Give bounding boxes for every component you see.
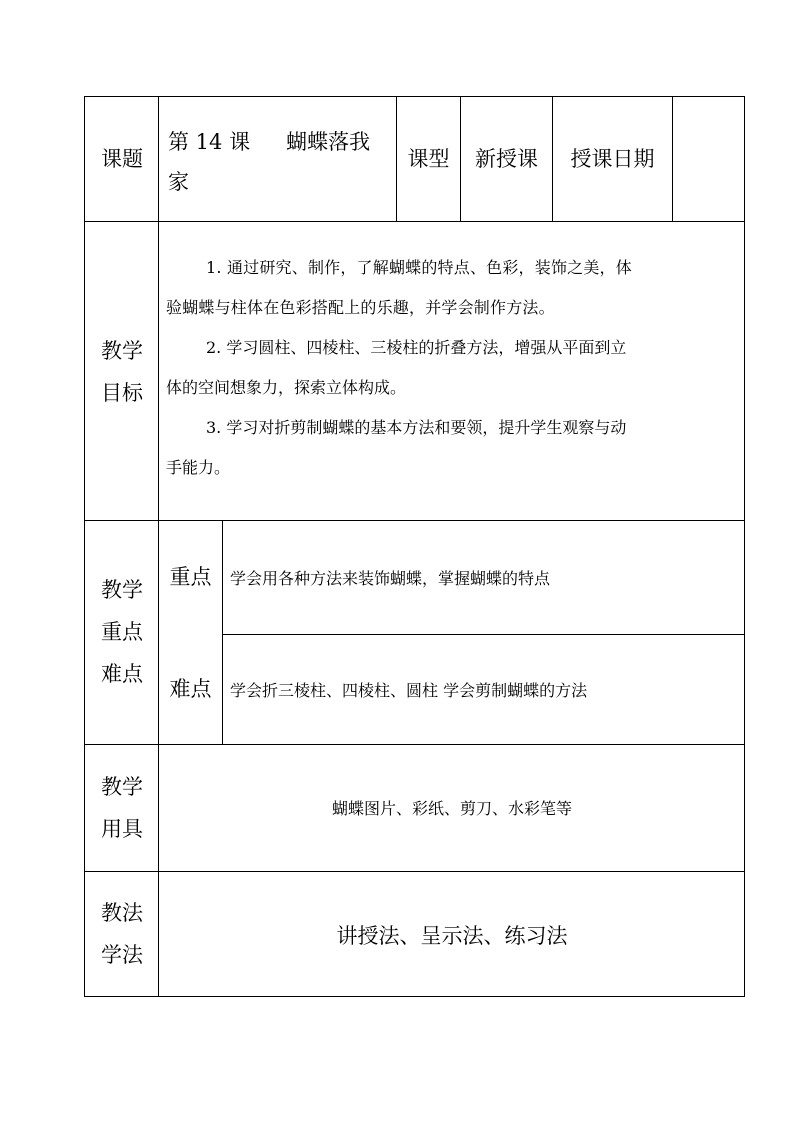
key-difficult-label: 教学 重点 难点	[101, 578, 143, 686]
lesson-type-label: 课型	[407, 147, 450, 171]
table-divider	[158, 96, 159, 997]
tools-text: 蝴蝶图片、彩纸、剪刀、水彩笔等	[331, 799, 572, 818]
lesson-number: 第 14 课	[168, 130, 251, 154]
lesson-title-label: 课题	[101, 147, 143, 171]
key-point-label: 重点	[169, 565, 212, 589]
objective-item: 1. 通过研究、制作，了解蝴蝶的特点、色彩，装饰之美，体 验蝴蝶与柱体在色彩搭配上的乐趣，并学会制作方法。	[166, 258, 632, 317]
methods-text: 讲授法、呈示法、练习法	[336, 924, 568, 948]
lesson-name-part2: 家	[168, 170, 189, 194]
table-divider	[84, 520, 745, 521]
table-divider	[84, 744, 745, 745]
lesson-date-label: 授课日期	[570, 147, 655, 171]
difficult-point-text: 学会折三棱柱、四棱柱、圆柱 学会剪制蝴蝶的方法	[230, 681, 588, 700]
table-divider	[84, 221, 745, 222]
table-divider	[222, 520, 223, 744]
difficult-point-label: 难点	[169, 677, 212, 701]
table-divider	[672, 96, 673, 221]
methods-label: 教法 学法	[101, 901, 143, 967]
objectives-content	[166, 248, 738, 488]
tools-label: 教学 用具	[101, 775, 143, 841]
lesson-name-part1: 蝴蝶落我	[286, 130, 371, 154]
objective-item: 3. 学习对折剪制蝴蝶的基本方法和要领，提升学生观察与动 手能力。	[166, 418, 627, 477]
table-divider	[222, 634, 745, 635]
lesson-type-value: 新授课	[475, 147, 538, 171]
lesson-title-value	[168, 122, 392, 202]
key-point-text: 学会用各种方法来装饰蝴蝶，掌握蝴蝶的特点	[230, 569, 551, 588]
lesson-table	[84, 96, 745, 997]
table-divider	[84, 871, 745, 872]
objectives-label: 教学 目标	[101, 339, 143, 405]
objective-item: 2. 学习圆柱、四棱柱、三棱柱的折叠方法，增强从平面到立 体的空间想象力，探索立体构成。	[166, 338, 627, 397]
